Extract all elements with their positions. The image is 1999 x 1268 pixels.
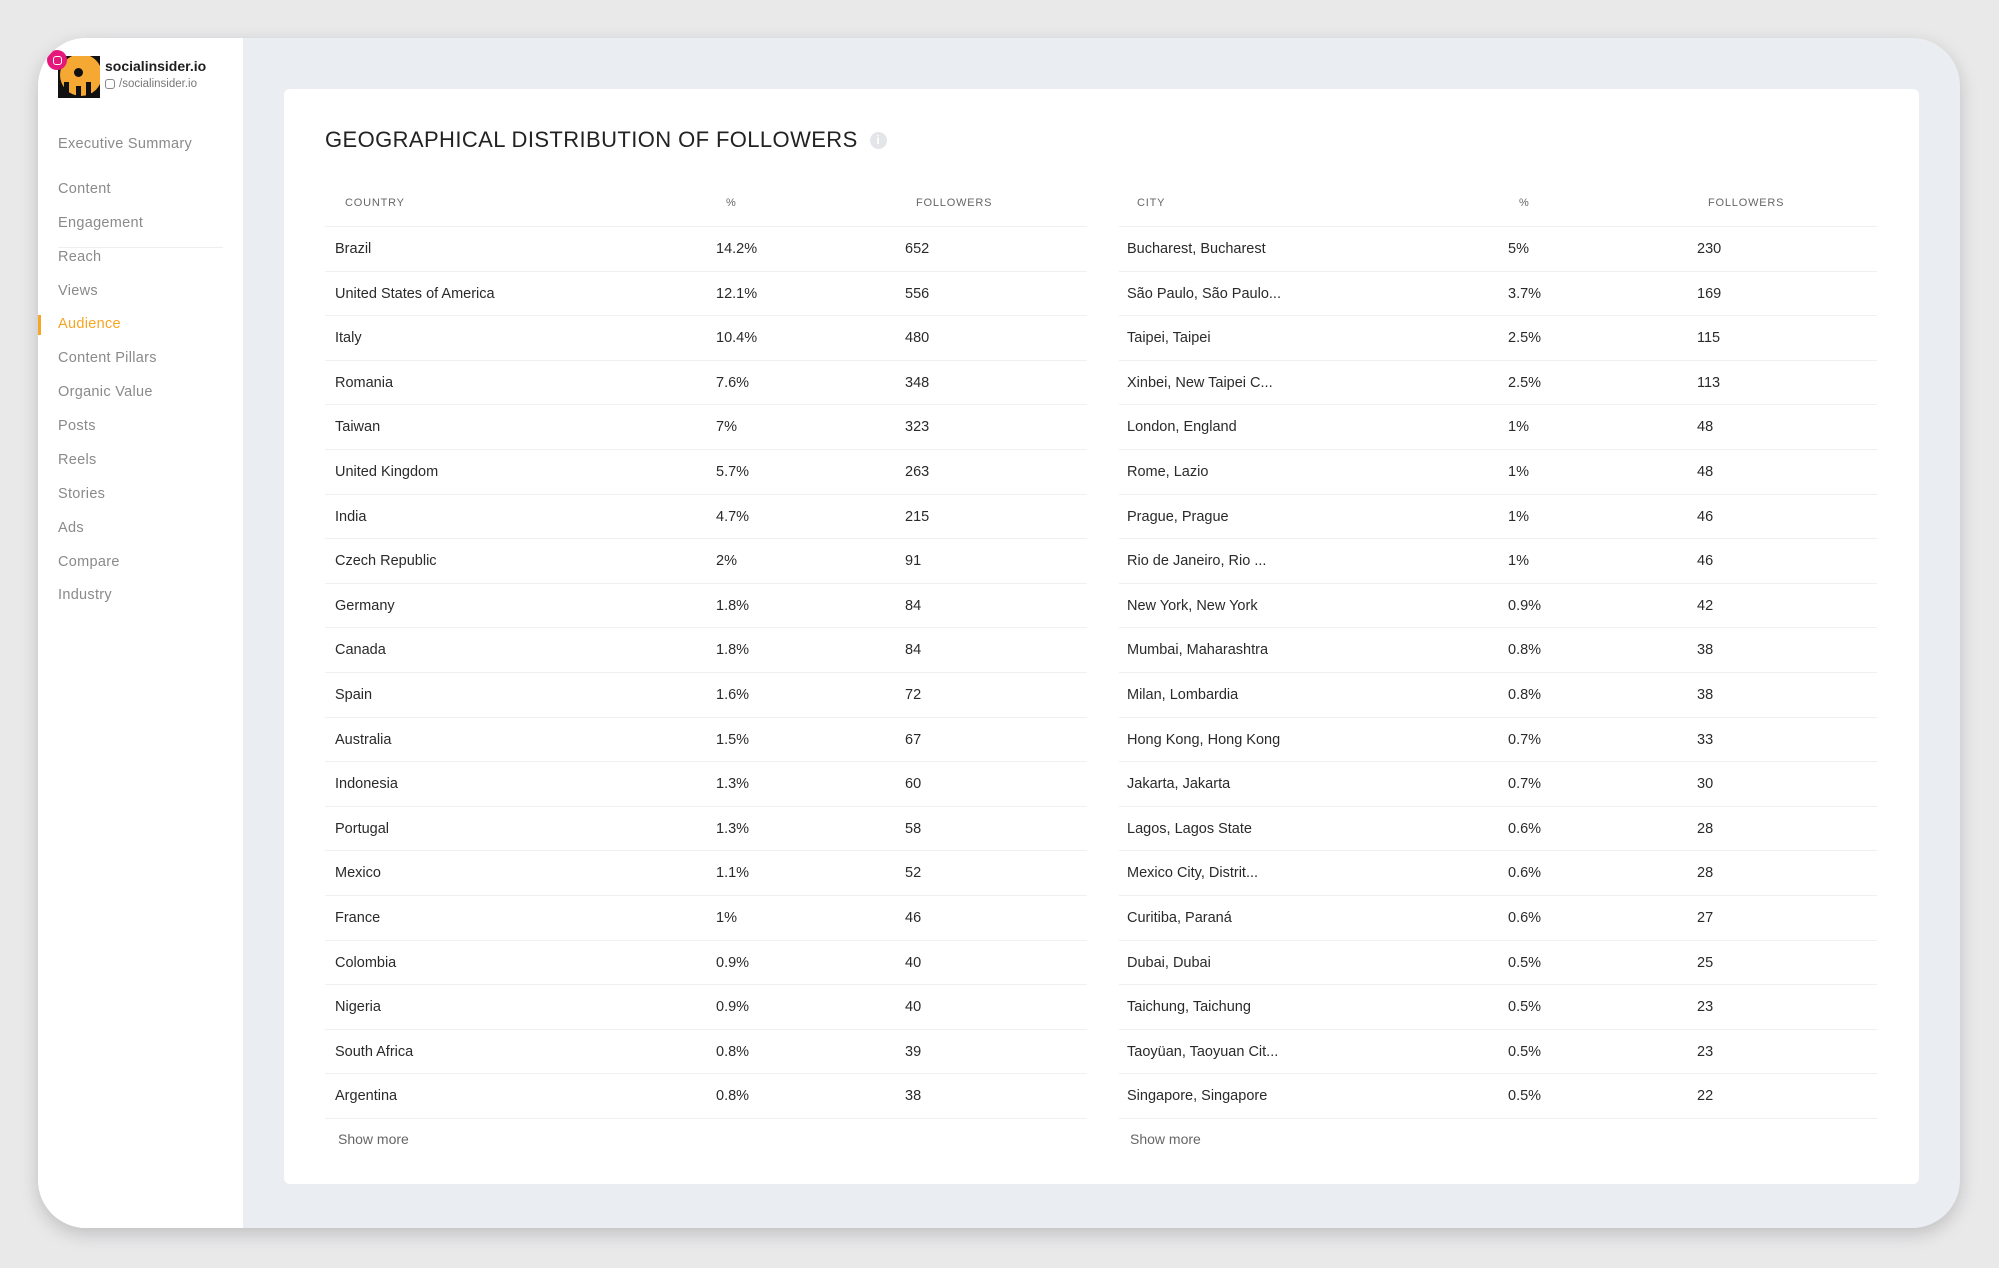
cell-followers: 72 bbox=[905, 686, 922, 703]
table-row bbox=[325, 227, 1087, 272]
cell-percent: 2.5% bbox=[1508, 374, 1542, 391]
divider bbox=[58, 247, 223, 248]
cell-followers: 60 bbox=[905, 776, 922, 793]
cell-name: Mexico bbox=[335, 865, 381, 882]
cell-followers: 215 bbox=[905, 508, 930, 525]
cell-percent: 0.9% bbox=[716, 954, 750, 971]
column-header-name[interactable]: COUNTRY bbox=[345, 197, 405, 209]
cell-followers: 58 bbox=[905, 820, 922, 837]
cell-name: Curitiba, Paraná bbox=[1127, 909, 1232, 926]
geo-distribution-card bbox=[284, 89, 1919, 1184]
cell-name: Portugal bbox=[335, 820, 390, 837]
table-row bbox=[1119, 405, 1877, 450]
cell-percent: 1% bbox=[1508, 508, 1529, 525]
cell-followers: 46 bbox=[905, 909, 922, 926]
cell-name: Xinbei, New Taipei C... bbox=[1127, 374, 1273, 391]
cell-percent: 0.6% bbox=[1508, 865, 1542, 882]
cell-followers: 480 bbox=[905, 330, 930, 347]
cell-name: Canada bbox=[335, 642, 386, 659]
sidebar-item-reels[interactable]: Reels bbox=[58, 452, 97, 468]
sidebar-item-content[interactable]: Content bbox=[58, 181, 111, 197]
account-name: socialinsider.io bbox=[105, 58, 207, 74]
cell-percent: 0.7% bbox=[1508, 776, 1542, 793]
table-row bbox=[1119, 851, 1877, 896]
cell-followers: 230 bbox=[1697, 241, 1722, 257]
table-row bbox=[1119, 985, 1877, 1030]
table-row bbox=[325, 1030, 1087, 1075]
table-row bbox=[325, 941, 1087, 986]
column-header-percent[interactable]: % bbox=[1519, 197, 1530, 209]
column-header-followers[interactable]: FOLLOWERS bbox=[1708, 197, 1785, 209]
account-handle bbox=[105, 78, 197, 90]
sidebar-item-executive-summary[interactable]: Executive Summary bbox=[58, 136, 193, 152]
cell-followers: 91 bbox=[905, 553, 922, 570]
cell-followers: 67 bbox=[905, 731, 922, 748]
cell-followers: 40 bbox=[905, 999, 922, 1016]
cell-percent: 1% bbox=[1508, 553, 1529, 570]
info-icon[interactable]: i bbox=[870, 132, 887, 149]
cell-name: Colombia bbox=[335, 954, 397, 971]
handle-text: /socialinsider.io bbox=[119, 78, 197, 90]
table-row bbox=[325, 762, 1087, 807]
cell-percent: 0.6% bbox=[1508, 820, 1542, 837]
table-header bbox=[1119, 181, 1877, 227]
table-row bbox=[325, 405, 1087, 450]
cell-percent: 7.6% bbox=[716, 374, 750, 391]
instagram-icon bbox=[105, 79, 115, 89]
cell-name: Prague, Prague bbox=[1127, 508, 1229, 525]
app-window bbox=[38, 38, 1960, 1228]
cell-name: Argentina bbox=[335, 1088, 398, 1105]
table-row bbox=[325, 1074, 1087, 1119]
cell-followers: 38 bbox=[1697, 642, 1714, 659]
cell-percent: 2% bbox=[716, 553, 737, 570]
cell-name: Spain bbox=[335, 686, 373, 703]
table-row bbox=[1119, 807, 1877, 852]
cell-followers: 46 bbox=[1697, 508, 1714, 525]
cell-name: São Paulo, São Paulo... bbox=[1127, 285, 1281, 302]
table-row bbox=[1119, 1074, 1877, 1119]
cell-followers: 28 bbox=[1697, 865, 1714, 882]
cell-percent: 10.4% bbox=[716, 330, 758, 347]
cell-name: Bucharest, Bucharest bbox=[1127, 241, 1266, 257]
table-row bbox=[325, 896, 1087, 941]
table-row bbox=[1119, 762, 1877, 807]
cell-name: India bbox=[335, 508, 367, 525]
cell-followers: 38 bbox=[905, 1088, 922, 1105]
column-header-percent[interactable]: % bbox=[726, 197, 737, 209]
table-header bbox=[325, 181, 1087, 227]
table-row bbox=[325, 361, 1087, 406]
table-row bbox=[325, 539, 1087, 584]
cell-name: Rio de Janeiro, Rio ... bbox=[1127, 553, 1267, 570]
cell-followers: 48 bbox=[1697, 419, 1714, 436]
cell-percent: 1.5% bbox=[716, 731, 750, 748]
cell-name: Jakarta, Jakarta bbox=[1127, 776, 1231, 793]
sidebar-item-reach[interactable]: Reach bbox=[58, 249, 102, 265]
cell-name: Taichung, Taichung bbox=[1127, 999, 1251, 1016]
sidebar-item-organic-value[interactable]: Organic Value bbox=[58, 384, 153, 400]
cell-percent: 0.8% bbox=[716, 1088, 750, 1105]
cell-percent: 1% bbox=[1508, 419, 1529, 436]
cell-followers: 39 bbox=[905, 1043, 922, 1060]
sidebar-item-content-pillars[interactable]: Content Pillars bbox=[58, 350, 157, 366]
cell-percent: 0.5% bbox=[1508, 999, 1542, 1016]
table-row bbox=[1119, 1030, 1877, 1075]
table-row bbox=[325, 851, 1087, 896]
cell-percent: 0.6% bbox=[1508, 909, 1542, 926]
city-table bbox=[1119, 181, 1877, 1147]
cell-name: Indonesia bbox=[335, 776, 398, 793]
cell-followers: 22 bbox=[1697, 1088, 1714, 1105]
cell-followers: 84 bbox=[905, 642, 922, 659]
sidebar-item-ads[interactable]: Ads bbox=[58, 520, 84, 536]
cell-percent: 0.5% bbox=[1508, 1043, 1542, 1060]
cell-percent: 0.9% bbox=[716, 999, 750, 1016]
cell-followers: 33 bbox=[1697, 731, 1714, 748]
table-row bbox=[1119, 272, 1877, 317]
cell-followers: 263 bbox=[905, 463, 930, 480]
cell-percent: 7% bbox=[716, 419, 737, 436]
cell-percent: 1.6% bbox=[716, 686, 750, 703]
cell-percent: 5% bbox=[1508, 241, 1529, 257]
cell-name: Taipei, Taipei bbox=[1127, 330, 1211, 347]
sidebar-item-compare[interactable]: Compare bbox=[58, 554, 120, 570]
cell-name: Rome, Lazio bbox=[1127, 463, 1209, 480]
cell-followers: 652 bbox=[905, 241, 930, 257]
cell-name: Australia bbox=[335, 731, 392, 748]
table-row bbox=[1119, 718, 1877, 763]
cell-followers: 52 bbox=[905, 865, 922, 882]
cell-followers: 113 bbox=[1697, 374, 1721, 391]
cell-name: Taiwan bbox=[335, 419, 381, 436]
table-row bbox=[1119, 227, 1877, 272]
cell-percent: 3.7% bbox=[1508, 285, 1542, 302]
cell-name: Italy bbox=[335, 330, 362, 347]
table-row bbox=[325, 718, 1087, 763]
cell-percent: 0.5% bbox=[1508, 954, 1542, 971]
cell-percent: 0.8% bbox=[1508, 686, 1542, 703]
cell-followers: 323 bbox=[905, 419, 930, 436]
table-row bbox=[325, 272, 1087, 317]
cell-name: Milan, Lombardia bbox=[1127, 686, 1239, 703]
cell-percent: 1.8% bbox=[716, 642, 750, 659]
sidebar-item-stories[interactable]: Stories bbox=[58, 486, 106, 502]
table-row bbox=[1119, 361, 1877, 406]
cell-percent: 5.7% bbox=[716, 463, 750, 480]
cell-followers: 46 bbox=[1697, 553, 1714, 570]
table-row bbox=[325, 495, 1087, 540]
table-row bbox=[1119, 450, 1877, 495]
cell-name: Romania bbox=[335, 374, 394, 391]
cell-name: Czech Republic bbox=[335, 553, 437, 570]
cell-name: London, England bbox=[1127, 419, 1237, 436]
cell-name: Brazil bbox=[335, 241, 372, 257]
table-row bbox=[1119, 495, 1877, 540]
show-more-link[interactable]: Show more bbox=[1130, 1131, 1201, 1147]
cell-followers: 38 bbox=[1697, 686, 1714, 703]
cell-name: United Kingdom bbox=[335, 463, 439, 480]
cell-name: New York, New York bbox=[1127, 597, 1258, 614]
cell-name: Dubai, Dubai bbox=[1127, 954, 1211, 971]
cell-percent: 1.3% bbox=[716, 820, 750, 837]
cell-name: Taoyüan, Taoyuan Cit... bbox=[1127, 1043, 1279, 1060]
show-more-link[interactable]: Show more bbox=[338, 1131, 409, 1147]
sidebar-item-views[interactable]: Views bbox=[58, 283, 98, 299]
cell-name: Lagos, Lagos State bbox=[1127, 820, 1252, 837]
cell-followers: 28 bbox=[1697, 820, 1714, 837]
table-row bbox=[325, 985, 1087, 1030]
table-row bbox=[325, 450, 1087, 495]
column-header-name[interactable]: CITY bbox=[1137, 197, 1166, 209]
cell-percent: 1.8% bbox=[716, 597, 750, 614]
cell-name: France bbox=[335, 909, 381, 926]
cell-percent: 0.8% bbox=[1508, 642, 1542, 659]
cell-followers: 40 bbox=[905, 954, 922, 971]
cell-followers: 84 bbox=[905, 597, 922, 614]
cell-followers: 169 bbox=[1697, 285, 1722, 302]
cell-name: Singapore, Singapore bbox=[1127, 1088, 1268, 1105]
active-indicator bbox=[38, 315, 41, 335]
sidebar-item-audience[interactable]: Audience bbox=[58, 316, 121, 332]
cell-name: Mexico City, Distrit... bbox=[1127, 865, 1259, 882]
cell-percent: 1.3% bbox=[716, 776, 750, 793]
table-row bbox=[1119, 628, 1877, 673]
cell-percent: 1.1% bbox=[716, 865, 750, 882]
sidebar bbox=[38, 38, 243, 1228]
table-row bbox=[1119, 896, 1877, 941]
title-text: GEOGRAPHICAL DISTRIBUTION OF FOLLOWERS bbox=[325, 127, 858, 152]
sidebar-item-industry[interactable]: Industry bbox=[58, 587, 112, 603]
cell-percent: 2.5% bbox=[1508, 330, 1542, 347]
cell-followers: 115 bbox=[1697, 330, 1721, 347]
cell-followers: 556 bbox=[905, 285, 930, 302]
column-header-followers[interactable]: FOLLOWERS bbox=[916, 197, 993, 209]
cell-percent: 0.7% bbox=[1508, 731, 1542, 748]
cell-percent: 4.7% bbox=[716, 508, 750, 525]
table-row bbox=[325, 316, 1087, 361]
cell-percent: 1% bbox=[716, 909, 737, 926]
cell-name: Hong Kong, Hong Kong bbox=[1127, 731, 1281, 748]
cell-name: United States of America bbox=[335, 285, 495, 302]
cell-followers: 48 bbox=[1697, 463, 1714, 480]
cell-followers: 25 bbox=[1697, 954, 1714, 971]
table-row bbox=[325, 628, 1087, 673]
sidebar-item-engagement[interactable]: Engagement bbox=[58, 215, 144, 231]
table-row bbox=[325, 807, 1087, 852]
cell-followers: 348 bbox=[905, 374, 930, 391]
instagram-icon bbox=[47, 50, 67, 70]
cell-name: Germany bbox=[335, 597, 395, 614]
cell-name: Mumbai, Maharashtra bbox=[1127, 642, 1269, 659]
cell-followers: 23 bbox=[1697, 1043, 1714, 1060]
table-row bbox=[325, 673, 1087, 718]
cell-percent: 1% bbox=[1508, 463, 1529, 480]
table-row bbox=[1119, 941, 1877, 986]
table-row bbox=[1119, 673, 1877, 718]
cell-followers: 27 bbox=[1697, 909, 1714, 926]
country-table bbox=[325, 181, 1087, 1147]
cell-percent: 12.1% bbox=[716, 285, 758, 302]
table-row bbox=[325, 584, 1087, 629]
card-title bbox=[325, 127, 887, 153]
cell-percent: 0.5% bbox=[1508, 1088, 1542, 1105]
cell-name: Nigeria bbox=[335, 999, 381, 1016]
cell-followers: 30 bbox=[1697, 776, 1714, 793]
cell-percent: 0.8% bbox=[716, 1043, 750, 1060]
table-row bbox=[1119, 584, 1877, 629]
cell-followers: 42 bbox=[1697, 597, 1714, 614]
cell-percent: 0.9% bbox=[1508, 597, 1542, 614]
sidebar-item-posts[interactable]: Posts bbox=[58, 418, 96, 434]
table-row bbox=[1119, 316, 1877, 361]
table-row bbox=[1119, 539, 1877, 584]
cell-percent: 14.2% bbox=[716, 241, 758, 257]
cell-followers: 23 bbox=[1697, 999, 1714, 1016]
cell-name: South Africa bbox=[335, 1043, 414, 1060]
